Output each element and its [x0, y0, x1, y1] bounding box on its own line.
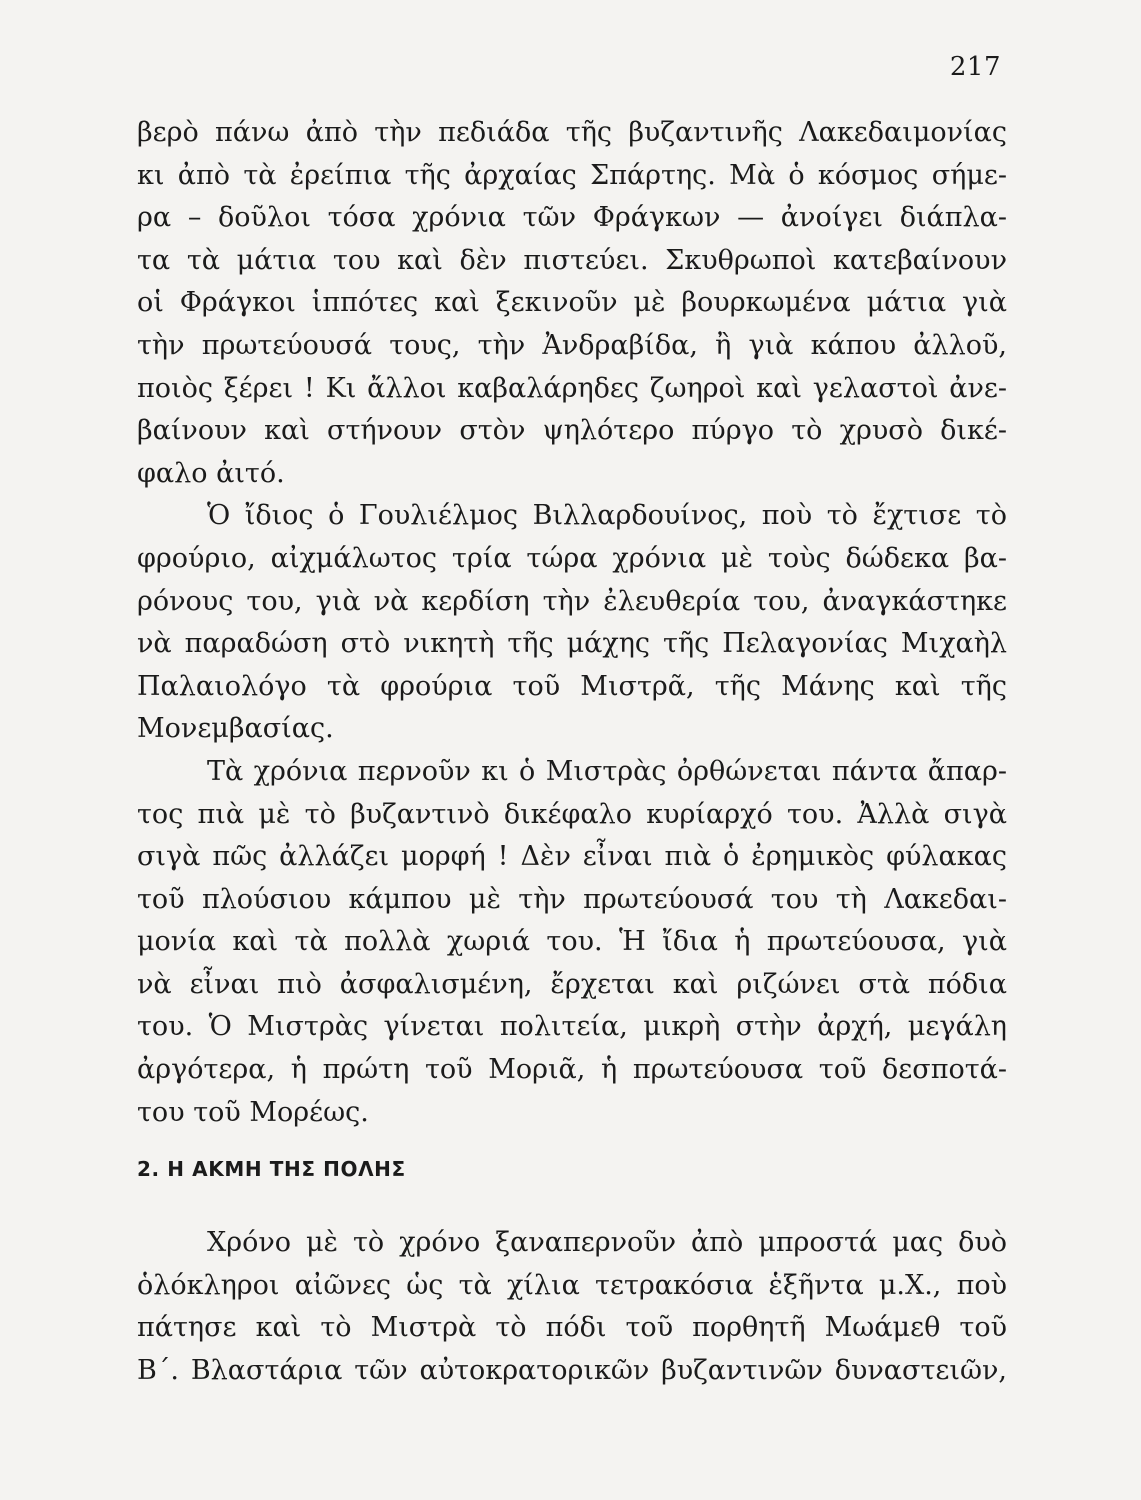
text-line: τὴν πρωτεύουσά τους, τὴν Ἀνδραβίδα, ἢ γιὰ κάπου ἀλλοῦ, [137, 329, 1007, 361]
text-line: ὁλόκληροι αἰῶνες ὡς τὰ χίλια τετρακόσια ἑξῆντα μ.Χ., ποὺ [137, 1269, 1007, 1301]
text-line: Μονεμβασίας. [137, 713, 334, 745]
text-line: νὰ εἶναι πιὸ ἀσφαλισμένη, ἔρχεται καὶ ριζώνει στὰ πόδια [137, 968, 1007, 1000]
page-number: 217 [949, 52, 1001, 82]
section-body [137, 1222, 1007, 1392]
text-line: ποιὸς ξέρει ! Κι ἄλλοι καβαλάρηδες ζωηροὶ καὶ γελαστοὶ ἀνε- [137, 372, 1007, 404]
paragraph [137, 495, 1007, 751]
text-line: βαίνουν καὶ στήνουν στὸν ψηλότερο πύργο τὸ χρυσὸ δικέ- [137, 415, 1007, 447]
text-line: μονία καὶ τὰ πολλὰ χωριά του. Ἡ ἴδια ἡ πρωτεύουσα, γιὰ [137, 926, 1007, 958]
text-line: Β΄. Βλαστάρια τῶν αὐτοκρατορικῶν βυζαντινῶν δυναστειῶν, [137, 1354, 1007, 1386]
body-text [137, 112, 1007, 1134]
paragraph [137, 112, 1007, 495]
text-line: φαλο ἀιτό. [137, 457, 285, 489]
text-line: του. Ὁ Μιστρὰς γίνεται πολιτεία, μικρὴ στὴν ἀρχή, μεγάλη [137, 1011, 1007, 1043]
text-line: φρούριο, αἰχμάλωτος τρία τώρα χρόνια μὲ τοὺς δώδεκα βα- [137, 542, 1007, 574]
text-line: σιγὰ πῶς ἀλλάζει μορφή ! Δὲν εἶναι πιὰ ὁ ἐρημικὸς φύλακας [137, 841, 1007, 873]
paragraph [137, 751, 1007, 1134]
text-line: τα τὰ μάτια του καὶ δὲν πιστεύει. Σκυθρωποὶ κατεβαίνουν [137, 244, 1007, 276]
text-line: ρα – δοῦλοι τόσα χρόνια τῶν Φράγκων — ἀνοίγει διάπλα- [137, 202, 1007, 234]
text-line: Παλαιολόγο τὰ φρούρια τοῦ Μιστρᾶ, τῆς Μάνης καὶ τῆς [137, 670, 1007, 702]
text-line: Τὰ χρόνια περνοῦν κι ὁ Μιστρὰς ὀρθώνεται πάντα ἄπαρ- [207, 755, 1007, 787]
text-line: ρόνους του, γιὰ νὰ κερδίση τὴν ἐλευθερία του, ἀναγκάστηκε [137, 585, 1007, 617]
text-line: βερὸ πάνω ἀπὸ τὴν πεδιάδα τῆς βυζαντινῆς Λακεδαιμονίας [137, 117, 1007, 148]
text-line: Ὁ ἴδιος ὁ Γουλιέλμος Βιλλαρδουίνος, ποὺ τὸ ἔχτισε τὸ [207, 500, 1007, 532]
text-line: του τοῦ Μορέως. [137, 1096, 369, 1128]
text-line: τοῦ πλούσιου κάμπου μὲ τὴν πρωτεύουσά του τὴ Λακεδαι- [137, 883, 1007, 915]
text-line: νὰ παραδώση στὸ νικητὴ τῆς μάχης τῆς Πελαγονίας Μιχαὴλ [137, 628, 1007, 660]
text-line: πάτησε καὶ τὸ Μιστρὰ τὸ πόδι τοῦ πορθητῆ Μωάμεθ τοῦ [137, 1312, 1007, 1344]
text-line: κι ἀπὸ τὰ ἐρείπια τῆς ἀρχαίας Σπάρτης. Μὰ ὁ κόσμος σήμε- [137, 159, 1007, 191]
text-line: Χρόνο μὲ τὸ χρόνο ξαναπερνοῦν ἀπὸ μπροστά μας δυὸ [207, 1227, 1007, 1258]
text-line: τος πιὰ μὲ τὸ βυζαντινὸ δικέφαλο κυρίαρχό του. Ἀλλὰ σιγὰ [137, 798, 1007, 830]
section-heading: 2. Η ΑΚΜΗ ΤΗΣ ΠΟΛΗΣ [137, 1157, 406, 1181]
text-line: οἱ Φράγκοι ἱππότες καὶ ξεκινοῦν μὲ βουρκωμένα μάτια γιὰ [137, 287, 1007, 319]
text-line: ἀργότερα, ἡ πρώτη τοῦ Μοριᾶ, ἡ πρωτεύουσα τοῦ δεσποτά- [137, 1054, 1007, 1086]
